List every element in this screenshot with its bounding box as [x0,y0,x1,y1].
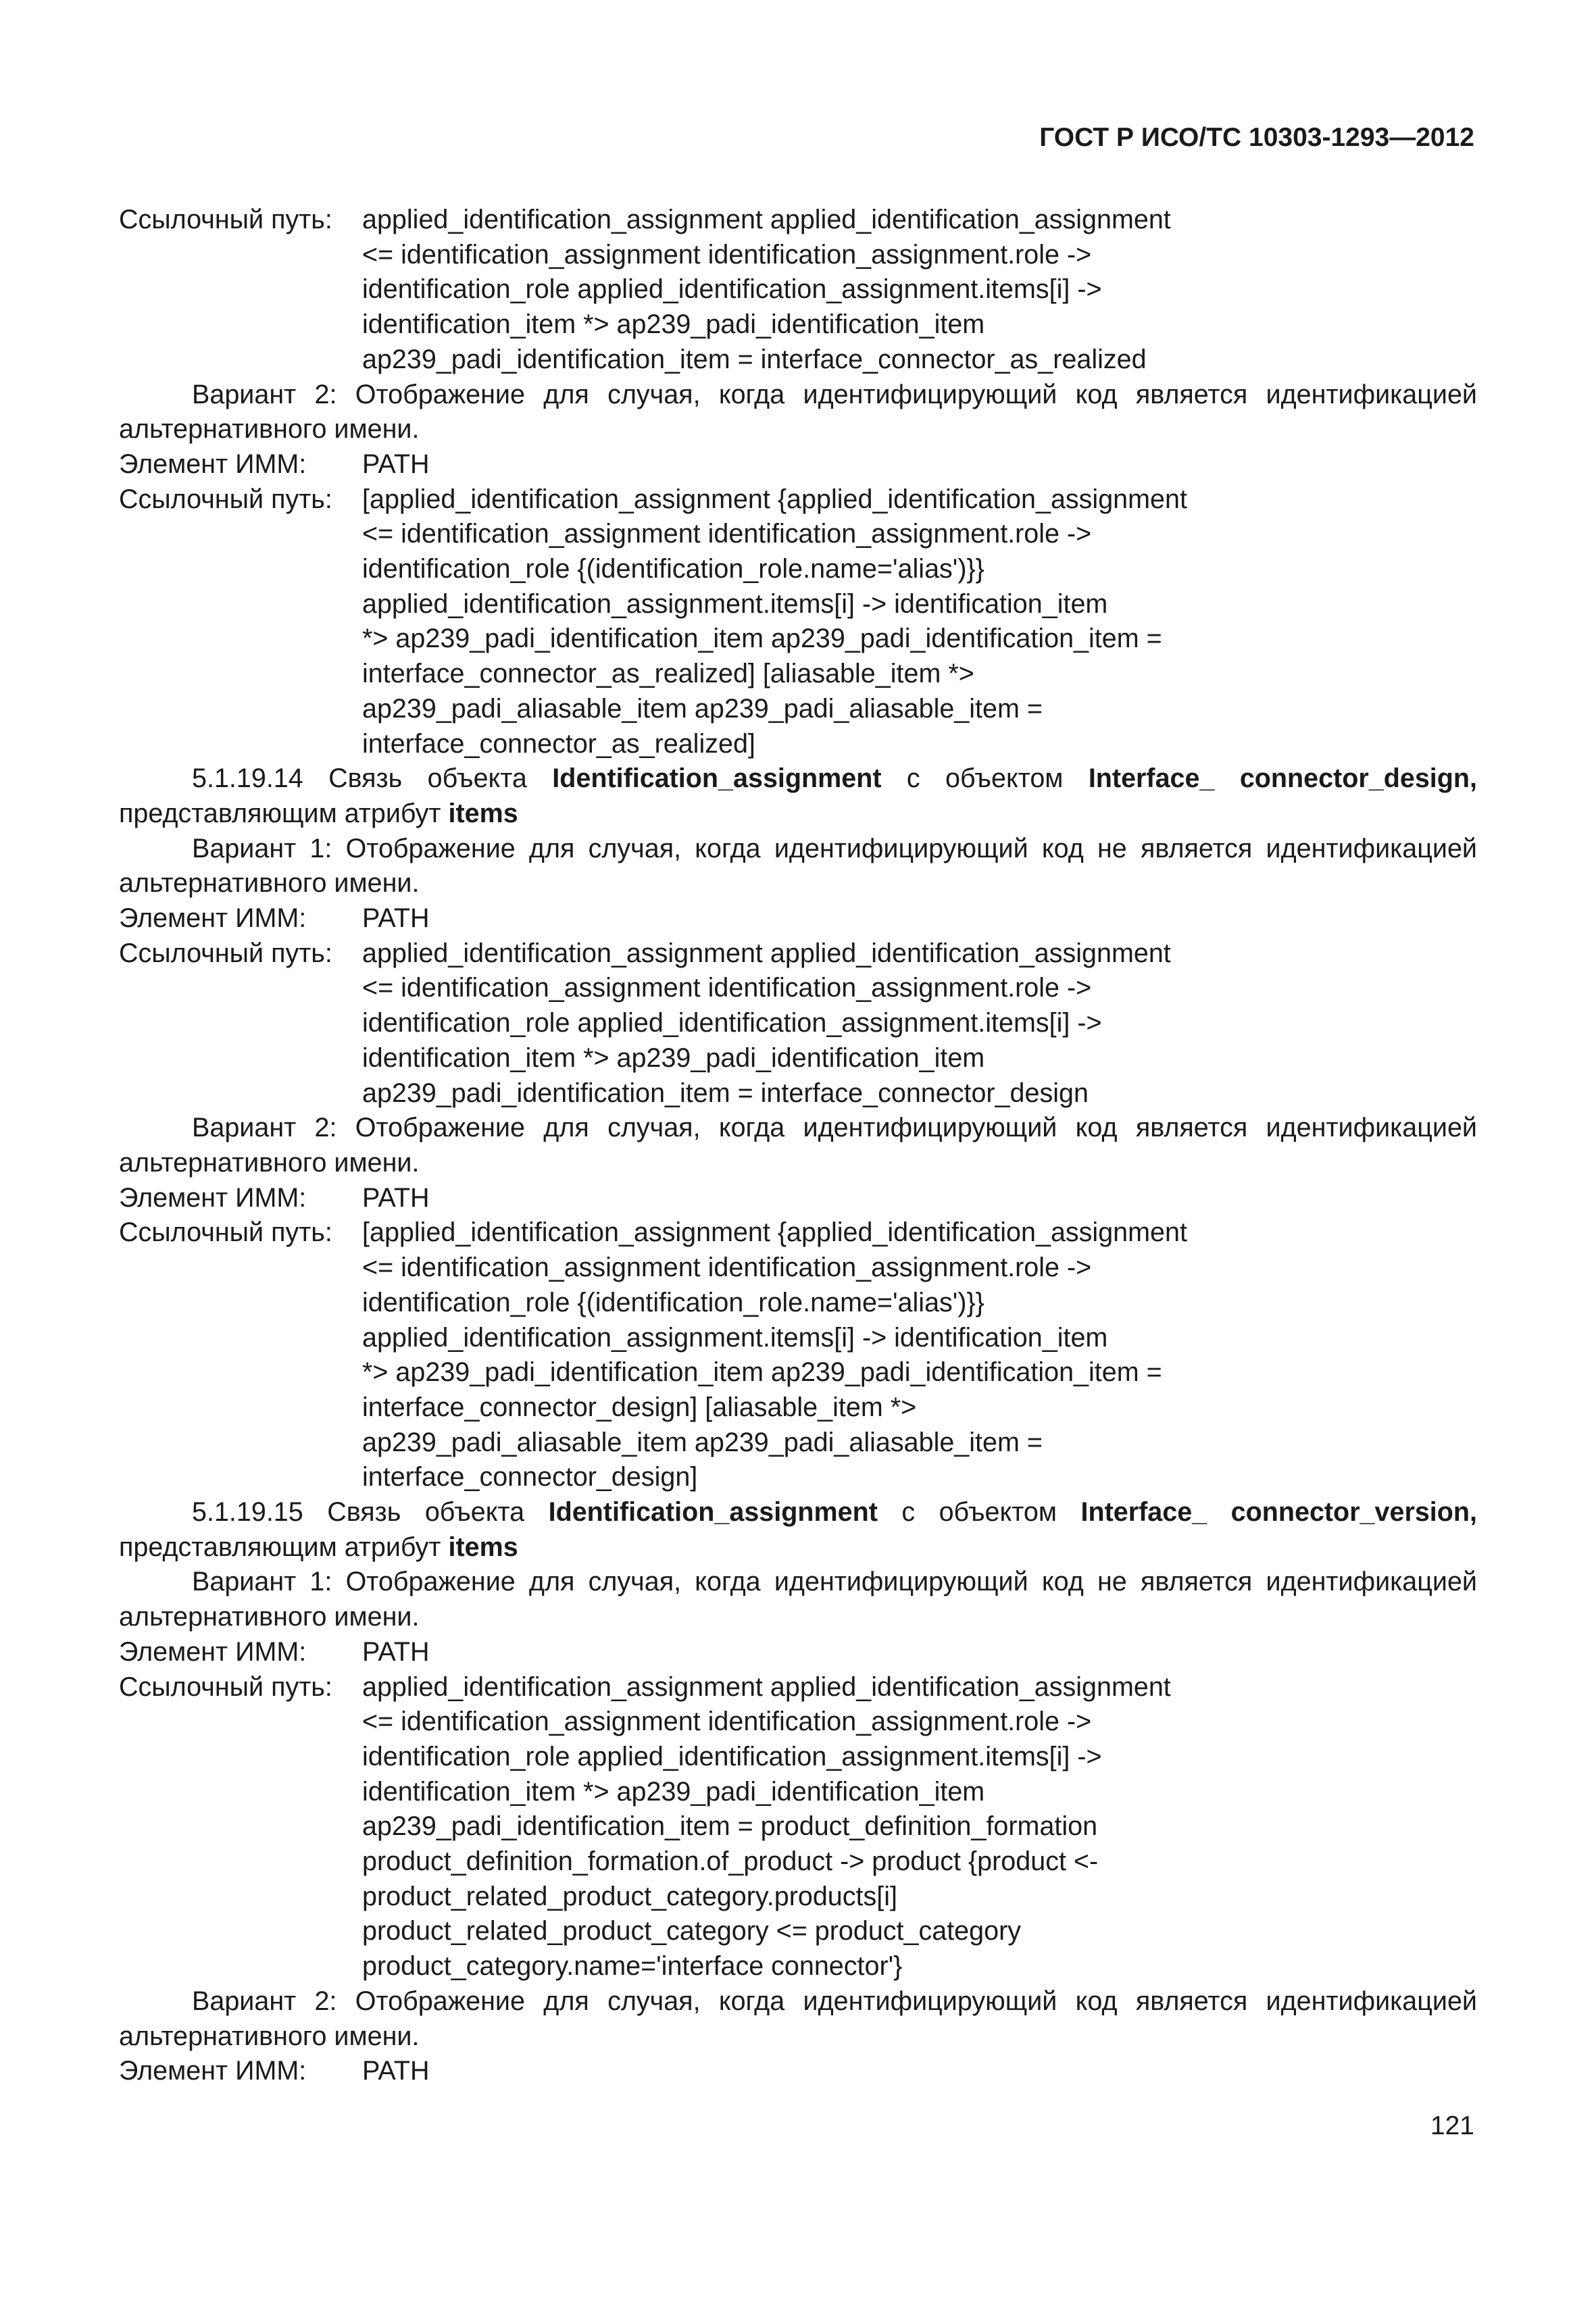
paragraph-text: 5.1.19.14 Связь объекта [192,763,553,794]
paragraph-text: Вариант 2: Отображение для случая, когда идентифицирующий код является идентификацией альтернативного имени. [119,1113,1477,1178]
field-row [119,482,1477,762]
bold-term: Interface_ connector_version, [1080,1497,1478,1528]
reference-path-line: <= identification_assignment identification_assignment.role -> [362,1707,1092,1737]
field-value [362,936,1477,1111]
field-value [362,1181,1477,1216]
field-row [119,936,1477,1111]
field-value [362,203,1477,378]
reference-path-line: identification_role {(identification_role.name='alias')}} [362,554,984,584]
field-row [119,1215,1477,1495]
field-row [119,1635,1477,1670]
paragraph-text: 5.1.19.15 Связь объекта [192,1497,549,1528]
reference-path-line: <= identification_assignment identification_assignment.role -> [362,239,1092,270]
reference-path-line: ap239_padi_identification_item = product_definition_formation [362,1811,1098,1842]
paragraph-text: Вариант 1: Отображение для случая, когда идентифицирующий код не является идентификацией альтернативного имени. [119,1567,1477,1632]
reference-path-line: [applied_identification_assignment {applied_identification_assignment [362,484,1187,514]
reference-path-line: applied_identification_assignment applied_identification_assignment [362,1671,1171,1702]
reference-path-line: applied_identification_assignment applied_identification_assignment [362,205,1171,234]
reference-path-line: product_definition_formation.of_product -> product {product <- [362,1846,1099,1877]
field-row [119,1670,1477,1984]
field-label: Ссылочный путь: [119,205,332,234]
reference-path-line: PATH [362,449,430,479]
reference-path-line: product_related_product_category.products[i] [362,1881,897,1911]
reference-path-line: identification_role applied_identification_assignment.items[i] -> [362,1741,1102,1771]
reference-path-line: ap239_padi_identification_item = interface_connector_design [362,1078,1089,1108]
document-header: ГОСТ Р ИСО/ТС 10303-1293—2012 [1039,123,1474,152]
reference-path-line: product_category.name='interface connector'} [362,1951,903,1982]
field-label: Элемент ИММ: [119,1636,307,1667]
field-value [362,901,1477,936]
reference-path-line: <= identification_assignment identification_assignment.role -> [362,519,1092,549]
paragraph-text: представляющим атрибут [119,1532,449,1562]
reference-path-line: interface_connector_as_realized] [362,728,755,759]
field-row [119,901,1477,936]
reference-path-line: identification_role {(identification_role.name='alias')}} [362,1287,984,1317]
reference-path-line: ap239_padi_aliasable_item ap239_padi_aliasable_item = [362,693,1043,724]
paragraph [119,761,1477,831]
reference-path-line: applied_identification_assignment applied_identification_assignment [362,938,1171,968]
field-label: Элемент ИММ: [119,449,307,479]
reference-path-line: PATH [362,903,430,934]
reference-path-line: interface_connector_design] [aliasable_item *> [362,1392,917,1422]
reference-path-line: identification_item *> ap239_padi_identification_item [362,1042,985,1073]
document-body [119,203,1477,2089]
reference-path-line: product_related_product_category <= product_category [362,1916,1021,1946]
field-value [362,1635,1477,1670]
reference-path-line: ap239_padi_aliasable_item ap239_padi_aliasable_item = [362,1427,1043,1457]
paragraph [119,1565,1477,1634]
reference-path-line: PATH [362,2056,430,2086]
reference-path-line: [applied_identification_assignment {applied_identification_assignment [362,1217,1187,1248]
reference-path-line: PATH [362,1182,430,1213]
bold-term: Identification_assignment [548,1497,878,1528]
bold-term: Interface_ connector_design, [1088,763,1477,794]
field-value [362,482,1477,762]
field-label: Элемент ИММ: [119,903,307,934]
field-row [119,2054,1477,2089]
field-value [362,1670,1477,1984]
paragraph-text: Вариант 2: Отображение для случая, когда идентифицирующий код является идентификацией альтернативного имени. [119,1986,1477,2051]
paragraph-text: Вариант 2: Отображение для случая, когда идентифицирующий код является идентификацией альтернативного имени. [119,379,1477,445]
reference-path-line: interface_connector_as_realized] [aliasable_item *> [362,659,974,689]
reference-path-line: applied_identification_assignment.items[i] -> identification_item [362,1322,1108,1353]
field-label: Ссылочный путь: [119,1671,332,1702]
paragraph-text: с объектом [877,1497,1081,1528]
reference-path-line: PATH [362,1636,430,1667]
reference-path-line: <= identification_assignment identification_assignment.role -> [362,973,1092,1003]
paragraph-text: Вариант 1: Отображение для случая, когда идентифицирующий код не является идентификацией альтернативного имени. [119,833,1477,899]
reference-path-line: identification_item *> ap239_padi_identification_item [362,309,985,340]
field-row [119,1181,1477,1216]
field-value [362,1215,1477,1495]
reference-path-line: identification_role applied_identification_assignment.items[i] -> [362,274,1102,305]
reference-path-line: interface_connector_design] [362,1462,698,1492]
bold-term: items [448,1532,518,1562]
paragraph-text: с объектом [881,763,1089,794]
field-value [362,447,1477,482]
reference-path-line: <= identification_assignment identification_assignment.role -> [362,1253,1092,1283]
bold-term: items [448,798,518,828]
page-number: 121 [1430,2111,1474,2140]
paragraph-text: представляющим атрибут [119,798,449,828]
paragraph [119,832,1477,901]
field-label: Ссылочный путь: [119,938,332,968]
field-label: Ссылочный путь: [119,484,332,514]
field-row [119,447,1477,482]
reference-path-line: identification_role applied_identification_assignment.items[i] -> [362,1008,1102,1038]
field-label: Элемент ИММ: [119,2056,307,2086]
reference-path-line: *> ap239_padi_identification_item ap239_padi_identification_item = [362,1357,1162,1388]
paragraph [119,1495,1477,1565]
paragraph [119,1111,1477,1180]
bold-term: Identification_assignment [552,763,882,794]
reference-path-line: applied_identification_assignment.items[i] -> identification_item [362,588,1108,619]
reference-path-line: ap239_padi_identification_item = interface_connector_as_realized [362,344,1147,374]
field-label: Элемент ИММ: [119,1182,307,1213]
field-label: Ссылочный путь: [119,1217,332,1248]
reference-path-line: *> ap239_padi_identification_item ap239_padi_identification_item = [362,624,1162,654]
field-row [119,203,1477,378]
field-value [362,2054,1477,2089]
paragraph [119,1984,1477,2054]
reference-path-line: identification_item *> ap239_padi_identification_item [362,1776,985,1807]
paragraph [119,378,1477,447]
